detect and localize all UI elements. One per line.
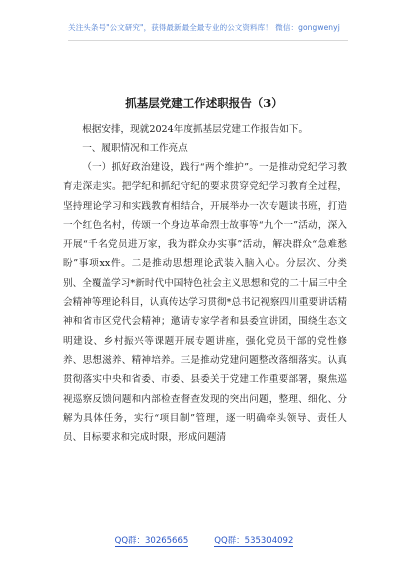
document-title: 抓基层党建工作述职报告（3） <box>125 96 283 110</box>
qq-group-link-2[interactable]: QQ群：535304092 <box>214 536 294 546</box>
top-banner: 关注头条号"公文研究"，获得最新最全最专业的公文资料库！ 微信：gongwenyj <box>68 23 340 32</box>
banner-divider <box>68 40 348 41</box>
qq-group-link-1[interactable]: QQ群：30265665 <box>114 536 189 546</box>
section-heading: 一、履职情况和工作亮点 <box>82 143 188 154</box>
document-body <box>63 158 347 447</box>
footer-contacts <box>0 534 408 546</box>
body-paragraph: （一）抓好政治建设，践行“两个维护”。一是推动党纪学习教育走深走实。把学纪和抓纪守纪的要求贯穿党纪学习教育全过程，坚持理论学习和实践教育相结合，开展举办一次专题读书班，打造一个红色名村，传颂一个身边革命烈士故事等“九个一”活动，深入开展“千名党员进万家，我为群众办实事”活动，解决群众“急难愁盼”事项xx件。二是推动思想理论武装入脑入心。分层次、分类别、全覆盖学习*新时代中国特色社会主义思想和党的二十届三中全会精神等理论科目，认真传达学习贯彻*总书记视察四川重要讲话精神和省市区党代会精神；邀请专家学者和县委宣讲团，围绕生态文明建设、乡村振兴等课题开展专题讲座，强化党员干部的党性修养、思想滋养、精神培养。三是推动党建问题整改落细落实。认真贯彻落实中央和省委、市委、县委关于党建工作重要部署，聚焦巡视巡察反馈问题和内部检查督查发现的突出问题，整理、细化、分解为具体任务，实行“项目制”管理，逐一明确牵头领导、责任人员、目标要求和完成时限，形成问题清 <box>63 162 347 444</box>
intro-paragraph: 根据安排，现就2024年度抓基层党建工作报告如下。 <box>82 124 309 135</box>
